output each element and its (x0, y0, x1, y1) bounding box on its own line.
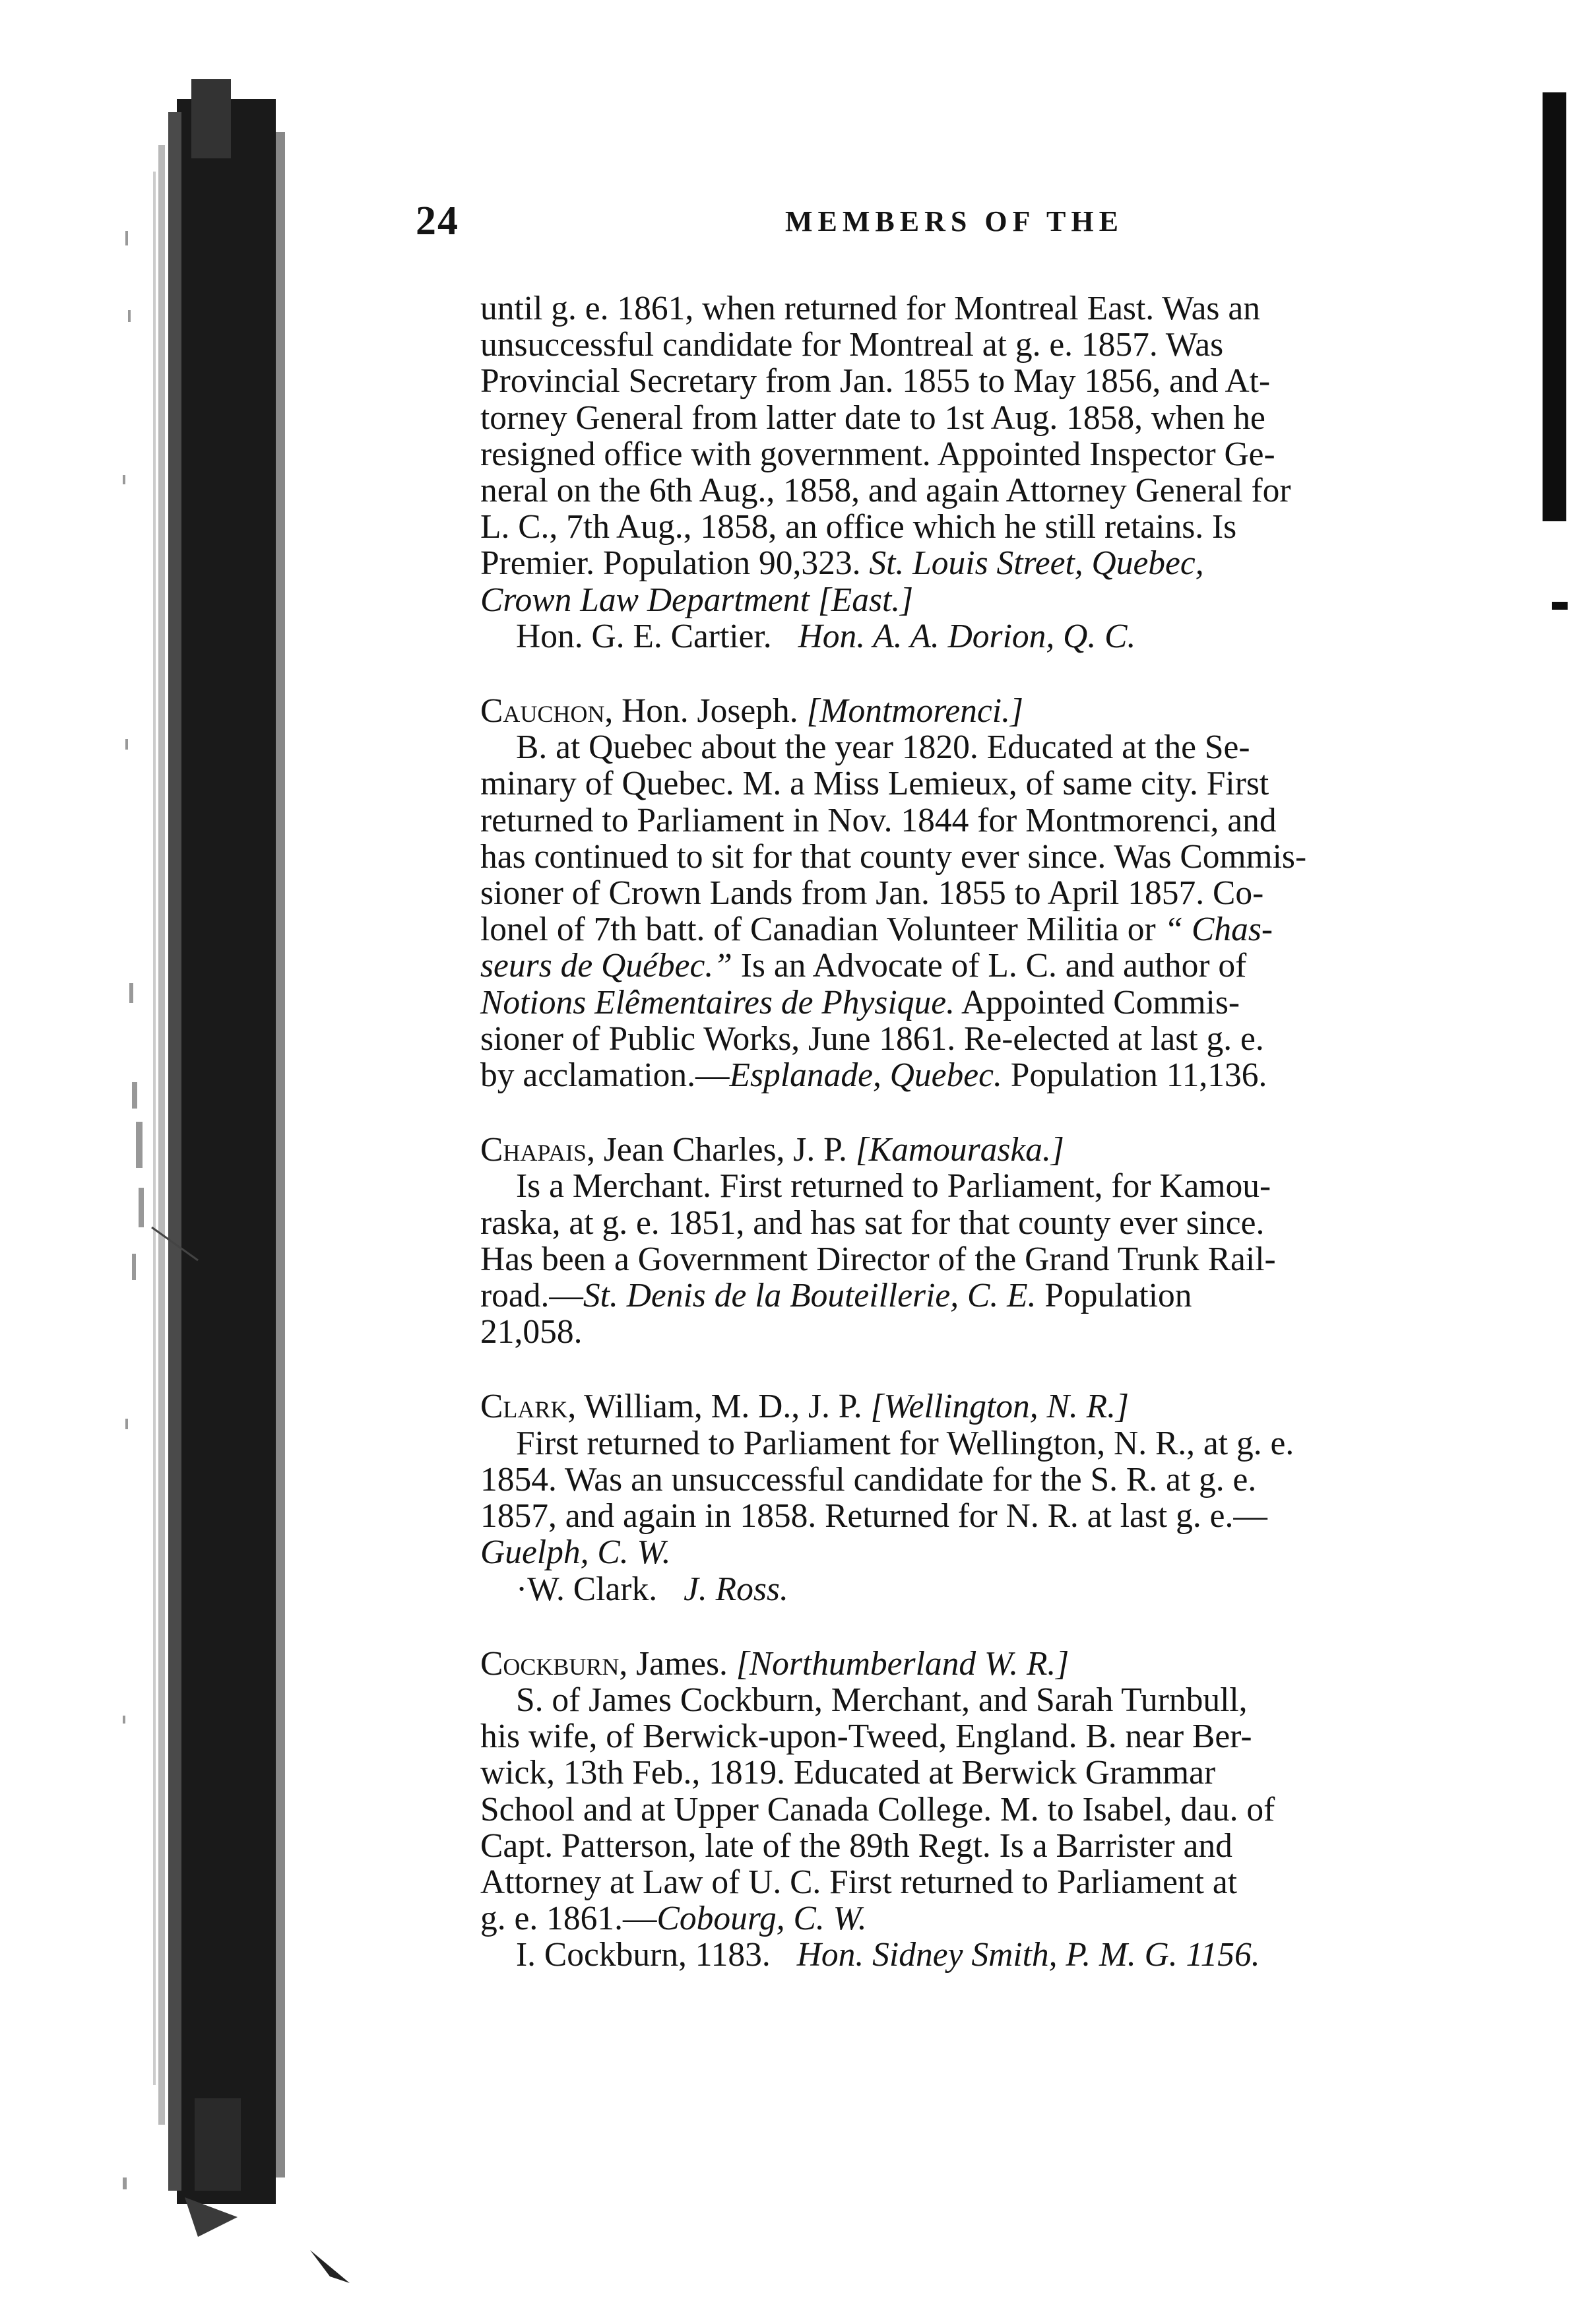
constituency: [Montmorenci.] (806, 692, 1024, 730)
page-header (416, 198, 1504, 251)
page-number: 24 (416, 199, 459, 243)
address: St. Louis Street, Quebec, (869, 544, 1204, 583)
address-line-2: Crown Law Department [East.] (480, 581, 914, 619)
member-surname: Cauchon, (480, 692, 614, 730)
text-line: neral on the 6th Aug., 1858, and again Attorney General for (480, 472, 1291, 510)
signature-line (480, 618, 1483, 655)
text-line: sioner of Public Works, June 1861. Re-elected at last g. e. (480, 1019, 1264, 1058)
running-head: MEMBERS OF THE (785, 205, 1124, 238)
text-line: 1857, and again in 1858. Returned for N. R. at last g. e.— (480, 1497, 1267, 1535)
text-line (480, 582, 1483, 618)
text-line (480, 1900, 1483, 1937)
text-line: B. at Quebec about the year 1820. Educated at the Se- (516, 728, 1250, 767)
text-line: First returned to Parliament for Wellington, N. R., at g. e. (516, 1424, 1294, 1462)
text-line: Provincial Secretary from Jan. 1855 to May 1856, and At- (480, 362, 1271, 401)
text-line (480, 911, 1483, 948)
text-line: raska, at g. e. 1851, and has sat for that county ever since. (480, 1204, 1265, 1242)
italic-segment: seurs de Québec.” (480, 947, 732, 985)
text-line: resigned office with government. Appointed Inspector Ge- (480, 435, 1275, 473)
address: Esplanade, Quebec. (729, 1056, 1002, 1095)
entry-heading (480, 1388, 1483, 1425)
member-surname: Cockburn, (480, 1644, 628, 1683)
text-line: 1854. Was an unsuccessful candidate for the S. R. at g. e. (480, 1460, 1257, 1499)
text-line: unsuccessful candidate for Montreal at g. e. 1857. Was (480, 326, 1224, 364)
text-line: sioner of Crown Lands from Jan. 1855 to April 1857. Co- (480, 874, 1264, 913)
text-line (480, 1277, 1483, 1314)
constituency: [Northumberland W. R.] (736, 1644, 1069, 1683)
signature-left: ·W. Clark. (516, 1570, 658, 1608)
italic-segment: Notions Elêmentaires de Physique. (480, 983, 955, 1021)
text-line: Attorney at Law of U. C. First returned to Parliament at (480, 1863, 1238, 1901)
text-segment: Appointed Commis- (954, 983, 1240, 1021)
text-line: has continued to sit for that county ever since. Was Commis- (480, 837, 1307, 876)
continuation-entry (480, 290, 1483, 655)
right-edge-mark (1552, 602, 1568, 610)
text-line: returned to Parliament in Nov. 1844 for Montmorenci, and (480, 801, 1277, 839)
signature-left: Hon. G. E. Cartier. (516, 617, 772, 655)
signature-left: I. Cockburn, 1183. (516, 1936, 771, 1974)
text-line: S. of James Cockburn, Merchant, and Sarah Turnbull, (516, 1681, 1248, 1719)
text-line: torney General from latter date to 1st Aug. 1858, when he (480, 399, 1265, 437)
text-segment: lonel of 7th batt. of Canadian Volunteer Militia or (480, 911, 1156, 949)
text-line: wick, 13th Feb., 1819. Educated at Berwick Grammar (480, 1754, 1216, 1792)
text-line (480, 984, 1483, 1021)
member-name: Hon. Joseph. (613, 692, 798, 730)
member-name: James. (627, 1644, 728, 1683)
text-line (480, 948, 1483, 984)
right-edge-bar (1543, 92, 1566, 521)
entry-heading (480, 1132, 1483, 1168)
text-segment: g. e. 1861.— (480, 1900, 657, 1938)
text-line: Has been a Government Director of the Grand Trunk Rail- (480, 1240, 1276, 1278)
text-line: L. C., 7th Aug., 1858, an office which he still retains. Is (480, 508, 1237, 546)
signature-line (480, 1937, 1483, 1973)
member-entry-clark (480, 1388, 1483, 1607)
signature-right: J. Ross. (684, 1570, 788, 1608)
signature-right: Hon. Sidney Smith, P. M. G. 1156. (796, 1936, 1260, 1974)
entry-heading (480, 1646, 1483, 1682)
text-line: Capt. Patterson, late of the 89th Regt. Is a Barrister and (480, 1826, 1232, 1865)
text-segment: Is an Advocate of L. C. and author of (732, 947, 1247, 985)
text-line: until g. e. 1861, when returned for Montreal East. Was an (480, 290, 1260, 327)
constituency: [Kamouraska.] (855, 1131, 1064, 1169)
address: Cobourg, C. W. (656, 1900, 867, 1938)
text-line: 21,058. (480, 1313, 583, 1351)
text-line: Is a Merchant. First returned to Parliament, for Kamou- (516, 1167, 1271, 1206)
text-line (480, 1057, 1483, 1093)
member-name: Jean Charles, J. P. (594, 1131, 847, 1169)
address: St. Denis de la Bouteillerie, C. E. (583, 1277, 1037, 1315)
text-segment: Population 11,136. (1002, 1056, 1267, 1095)
text-body (480, 290, 1483, 1974)
member-name: William, M. D., J. P. (576, 1388, 862, 1426)
constituency: [Wellington, N. R.] (870, 1388, 1129, 1426)
text-line: his wife, of Berwick-upon-Tweed, England. B. near Ber- (480, 1718, 1252, 1756)
text-line (480, 545, 1483, 581)
text-segment: Population (1036, 1277, 1192, 1315)
member-entry-chapais (480, 1132, 1483, 1350)
text-line (480, 1534, 1483, 1570)
signature-line (480, 1571, 1483, 1607)
text-segment: road.— (480, 1277, 583, 1315)
signature-right: Hon. A. A. Dorion, Q. C. (798, 617, 1136, 655)
member-surname: Clark, (480, 1388, 577, 1426)
entry-heading (480, 693, 1483, 729)
member-surname: Chapais, (480, 1131, 595, 1169)
italic-segment: “ Chas- (1164, 911, 1273, 949)
member-entry-cauchon (480, 693, 1483, 1093)
text-line: School and at Upper Canada College. M. to Isabel, dau. of (480, 1790, 1275, 1828)
binding-shadow (123, 79, 350, 2283)
text-line: minary of Quebec. M. a Miss Lemieux, of same city. First (480, 765, 1269, 803)
address: Guelph, C. W. (480, 1533, 671, 1572)
member-entry-cockburn (480, 1646, 1483, 1974)
text-segment: by acclamation.— (480, 1056, 730, 1095)
text-segment: Premier. Population 90,323. (480, 544, 861, 583)
